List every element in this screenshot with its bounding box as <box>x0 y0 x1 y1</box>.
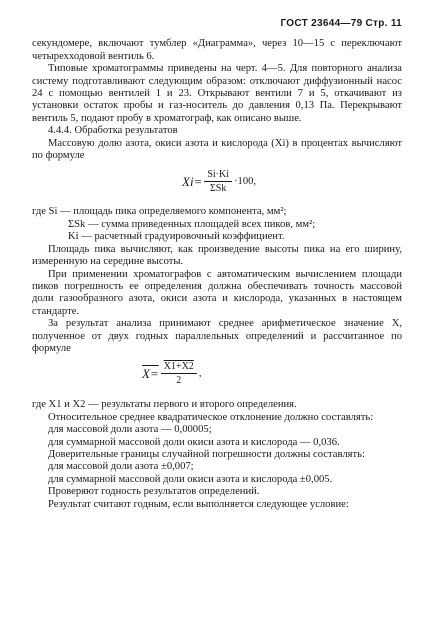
paragraph-9: для суммарной массовой доли окиси азота и кислорода — 0,036. <box>48 436 340 448</box>
formula1-denominator: ΣSk <box>209 183 227 195</box>
paragraph-12: для суммарной массовой доли окиси азота и кислорода ±0,005. <box>48 473 333 485</box>
paragraph-11: для массовой доли азота ±0,007; <box>48 461 194 473</box>
formula1-numerator: Si·Ki <box>204 169 232 182</box>
paragraph-2: Типовые хроматограммы приведены на черт. 4—5. Для повторного анализа систему подготавливают следующим образом: отключают диффузионный насос 24 с помощью вентилей 1 и 23. Открывают вентили 7 и 5, откачивают из установки остаток пробы и газ-носитель до давления 0,13 Па. Перекрывают вентиль 5, подают пробу в хроматограф, как описано выше. <box>32 63 402 124</box>
page-header: ГОСТ 23644—79 Стр. 11 <box>280 18 402 29</box>
where-ki: Ki — расчетный градуировочный коэффициент. <box>68 231 285 243</box>
formula2-rhs: , <box>198 368 202 380</box>
paragraph-13: Проверяют годность результатов определений. <box>48 486 260 498</box>
paragraph-5: При применении хроматографов с автоматическим вычислением площади пиков погрешность ее определения должна обеспечивать точность массовой доли газообразного азота, окиси азота и кислорода, указанных в настоящем стандарте. <box>32 268 402 317</box>
paragraph-8: для массовой доли азота — 0,00005; <box>48 424 212 436</box>
paragraph-3: Массовую долю азота, окиси азота и кислорода (Xi) в процентах вычисляют по формуле <box>32 137 402 162</box>
formula1-lhs: Xi= <box>182 174 203 190</box>
formula1-rhs: ·100, <box>234 176 257 188</box>
paragraph-1: секундомере, включают тумблер «Диаграмма», через 10—15 с переключают четырехходовой вентиль 6. <box>32 38 402 62</box>
formula2-numerator: X1+X2 <box>161 361 197 374</box>
where-x1-x2: где X1 и X2 — результаты первого и второго определения. <box>32 399 297 411</box>
paragraph-7: Относительное среднее квадратическое отклонение должно составлять: <box>48 411 374 423</box>
formula-mean <box>32 359 402 397</box>
where-sk: ΣSk — сумма приведенных площадей всех пиков, мм²; <box>68 218 316 230</box>
formula2-lhs: X= <box>142 366 159 382</box>
paragraph-14: Результат считают годным, если выполняется следующее условие: <box>48 498 349 510</box>
section-heading: 4.4.4. Обработка результатов <box>48 125 178 137</box>
formula2-denominator: 2 <box>176 375 182 387</box>
where-si: где Si — площадь пика определяемого компонента, мм²; <box>32 206 287 218</box>
paragraph-4: Площадь пика вычисляют, как произведение высоты пика на его ширину, измеренную на середине высоты. <box>32 243 402 268</box>
formula-mass-fraction <box>32 166 402 204</box>
paragraph-6: За результат анализа принимают среднее арифметическое значение X, полученное от двух годных параллельных определений и рассчитанное по формуле <box>32 318 402 354</box>
paragraph-10: Доверительные границы случайной погрешности должны составлять: <box>48 448 365 460</box>
document-page <box>32 18 402 511</box>
